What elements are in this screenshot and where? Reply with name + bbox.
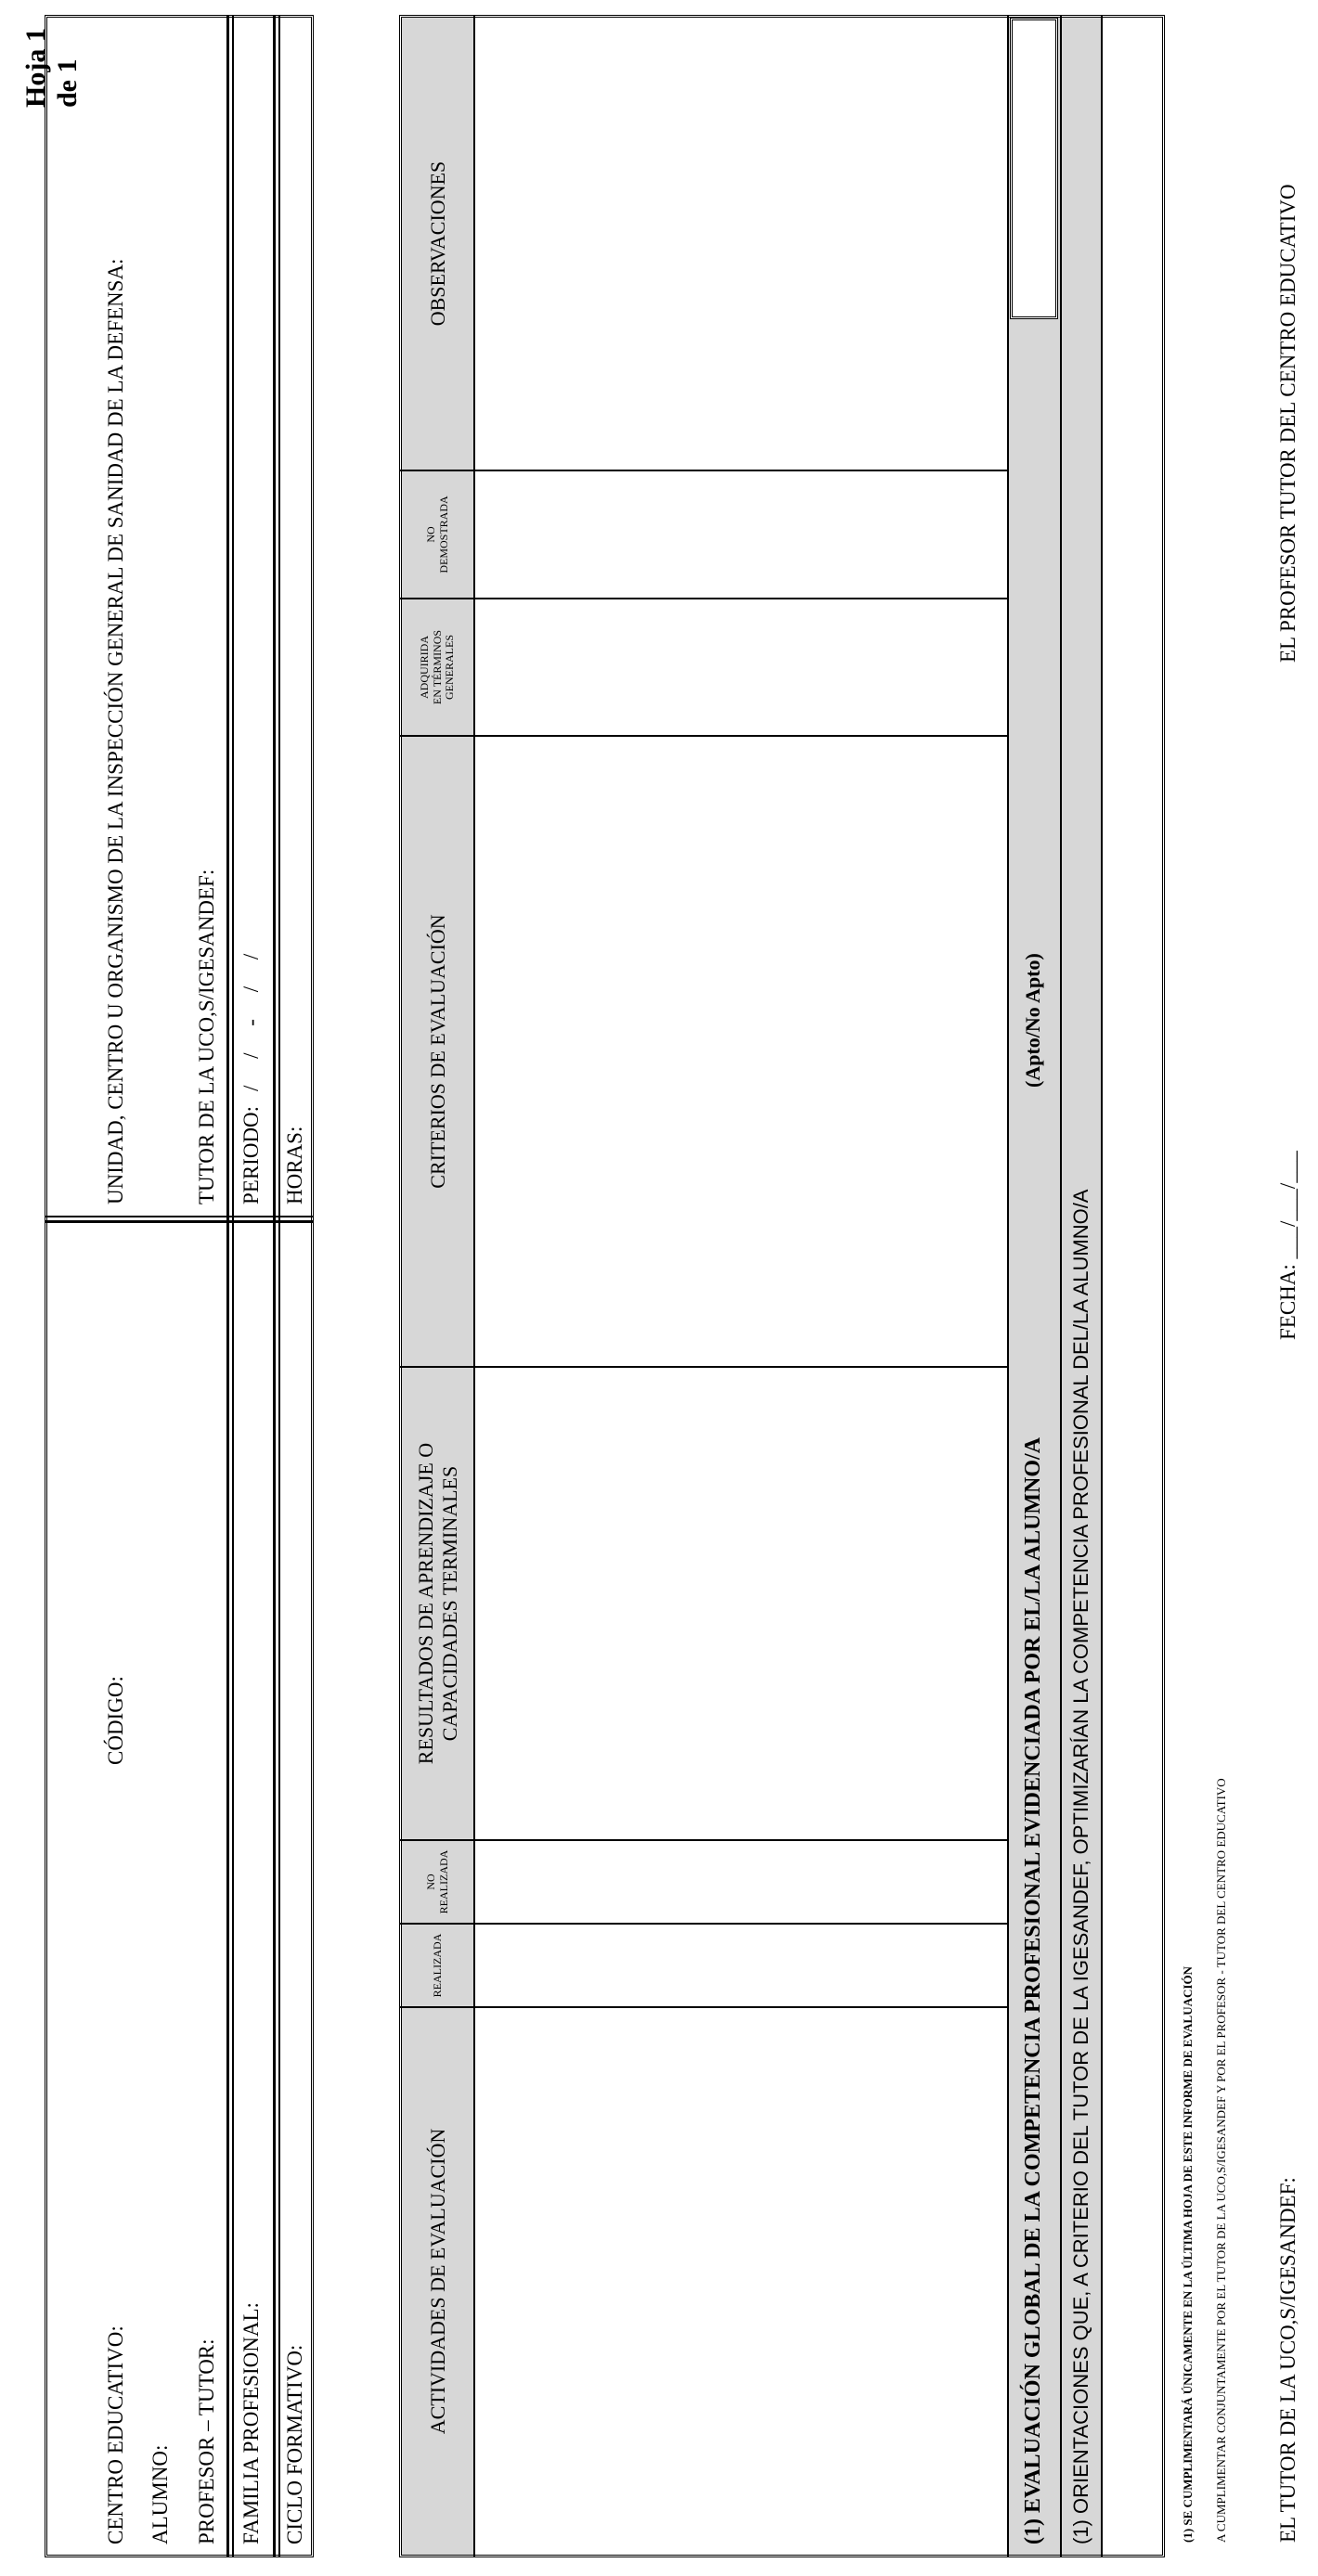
col-criterios: CRITERIOS DE EVALUACIÓN [425, 914, 449, 1189]
signature-profesor-tutor: EL PROFESOR TUTOR DEL CENTRO EDUCATIVO [1276, 184, 1299, 663]
ciclo-label: CICLO FORMATIVO: [283, 2344, 306, 2544]
orientaciones-text-area[interactable] [1103, 18, 1162, 2555]
evaluacion-global-label: (1) EVALUACIÓN GLOBAL DE LA COMPETENCIA PROFESIONAL EVIDENCIADA POR EL/LA ALUMNO/A [1021, 1436, 1045, 2544]
centro-educativo-label: CENTRO EDUCATIVO: [104, 2325, 127, 2544]
alumno-label: ALUMNO: [149, 2444, 172, 2544]
periodo-label: PERIODO: [239, 1105, 263, 1204]
col-line [399, 2006, 1007, 2008]
unidad-label: UNIDAD, CENTRO U ORGANISMO DE LA INSPECCIÓN GENERAL DE SANIDAD DE LA DEFENSA: [104, 258, 127, 1204]
col-line [399, 735, 1007, 737]
horas-label: HORAS: [283, 1126, 306, 1204]
header-vertical-divider [45, 1216, 314, 1217]
note-1: (1) SE CUMPLIMENTARÁ ÚNICAMENTE EN LA ÚLTIMA HOJA DE ESTE INFORME DE EVALUACIÓN [1181, 1966, 1195, 2543]
header-vertical-divider [45, 1220, 314, 1223]
codigo-label: CÓDIGO: [104, 1676, 127, 1765]
col-no-demostrada: NO DEMOSTRADA [423, 496, 450, 573]
header-row-line [473, 15, 475, 2557]
familia-label: FAMILIA PROFESIONAL: [239, 2302, 263, 2544]
col-no-realizada: NO REALIZADA [423, 1849, 450, 1914]
profesor-tutor-label: PROFESOR – TUTOR: [195, 2338, 218, 2544]
header-divider [232, 15, 234, 2557]
header-divider [273, 15, 276, 2557]
header-divider [278, 15, 280, 2557]
tutor-uco-label: TUTOR DE LA UCO,S/IGESANDEF: [195, 869, 218, 1204]
apto-label: (Apto/No Apto) [1021, 953, 1044, 1088]
col-line [399, 470, 1007, 471]
col-actividades: ACTIVIDADES DE EVALUACIÓN [425, 2128, 449, 2435]
col-line [399, 598, 1007, 599]
col-line [399, 1839, 1007, 1841]
note-2: A CUMPLIMENTAR CONJUNTAMENTE POR EL TUTOR DE LA UCO,S/IGESANDEF Y POR EL PROFESOR - TUTOR DEL CENTRO EDUCATIVO [1214, 1778, 1228, 2543]
apto-input-box[interactable] [1010, 18, 1058, 319]
signature-tutor-uco: EL TUTOR DE LA UCO,S/IGESANDEF: [1276, 2177, 1299, 2543]
signature-fecha[interactable]: FECHA: ___/___/___ [1276, 1151, 1299, 1340]
col-observaciones: OBSERVACIONES [425, 161, 449, 327]
col-adquirida: ADQUIRIDA EN TÉRMINOS GENERALES [417, 629, 457, 705]
periodo-value: / / - / / [239, 953, 263, 1091]
col-realizada: REALIZADA [430, 1933, 444, 1998]
header-divider [226, 15, 229, 2557]
col-line [399, 1923, 1007, 1925]
col-line [399, 1366, 1007, 1368]
sheet-number: Hoja 1 de 1 [20, 28, 83, 108]
orientaciones-label: (1) ORIENTACIONES QUE, A CRITERIO DEL TUTOR DE LA IGESANDEF, OPTIMIZARÍAN LA COMPETENCIA PROFESIONAL DEL/LA ALUMNO/A [1069, 1189, 1092, 2544]
col-resultados: RESULTADOS DE APRENDIZAJE O CAPACIDADES TERMINALES [414, 1442, 461, 1765]
